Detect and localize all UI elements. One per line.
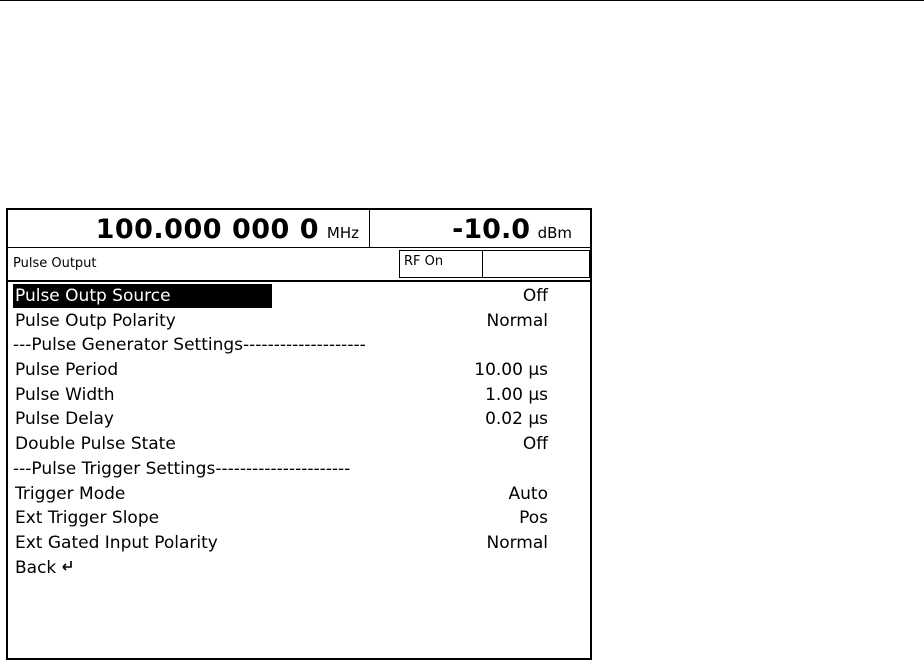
menu-item-value: Auto — [508, 483, 548, 504]
menu-item-value: 1.00 µs — [485, 384, 548, 405]
menu-list — [8, 284, 590, 580]
level-field[interactable] — [370, 210, 590, 248]
back-label: Back — [15, 557, 57, 578]
menu-item-pulse-period[interactable] — [8, 358, 590, 383]
section-heading-trigger — [8, 457, 590, 482]
menu-item-label: Pulse Outp Polarity — [15, 310, 176, 331]
menu-item-label: Ext Trigger Slope — [15, 508, 160, 529]
menu-item-pulse-outp-source[interactable] — [8, 284, 590, 309]
menu-item-value: 0.02 µs — [485, 409, 548, 430]
menu-item-value: 10.00 µs — [474, 360, 548, 381]
menu-item-label: Double Pulse State — [15, 434, 176, 455]
top-rule — [0, 0, 924, 1]
menu-item-trigger-mode[interactable] — [8, 482, 590, 507]
instrument-display — [6, 208, 592, 660]
menu-item-value: Normal — [486, 310, 548, 331]
menu-title: Pulse Output — [13, 256, 97, 271]
menu-item-value: Pos — [519, 508, 548, 529]
menu-item-value: Off — [522, 434, 548, 455]
menu-item-label: Pulse Delay — [15, 409, 114, 430]
rf-status-badge: RF On — [399, 250, 483, 278]
title-divider — [8, 280, 590, 282]
menu-item-back[interactable] — [8, 556, 590, 581]
menu-item-value: Normal — [486, 532, 548, 553]
menu-item-label: Trigger Mode — [15, 483, 126, 504]
level-unit: dBm — [537, 224, 572, 242]
menu-item-double-pulse-state[interactable] — [8, 432, 590, 457]
level-value: -10.0 — [452, 214, 530, 245]
frequency-value: 100.000 000 0 — [95, 214, 319, 245]
status-field-empty — [483, 250, 590, 278]
menu-item-pulse-width[interactable] — [8, 383, 590, 408]
menu-item-label: Pulse Outp Source — [13, 284, 272, 308]
menu-item-pulse-delay[interactable] — [8, 407, 590, 432]
frequency-field[interactable] — [8, 210, 370, 248]
menu-item-label: Pulse Width — [15, 384, 115, 405]
menu-item-ext-trigger-slope[interactable] — [8, 506, 590, 531]
enter-arrow-icon — [60, 556, 74, 580]
menu-item-label: Ext Gated Input Polarity — [15, 532, 218, 553]
section-heading-generator — [8, 333, 590, 358]
menu-item-ext-gated-input-polarity[interactable] — [8, 531, 590, 556]
menu-item-label — [13, 556, 76, 580]
frequency-unit: MHz — [326, 224, 359, 242]
section-heading-text: ---Pulse Generator Settings-------------------- — [13, 335, 366, 356]
section-heading-text: ---Pulse Trigger Settings---------------------- — [13, 458, 351, 479]
menu-item-value: Off — [522, 286, 548, 306]
menu-item-pulse-outp-polarity[interactable] — [8, 309, 590, 334]
menu-item-label: Pulse Period — [15, 360, 119, 381]
